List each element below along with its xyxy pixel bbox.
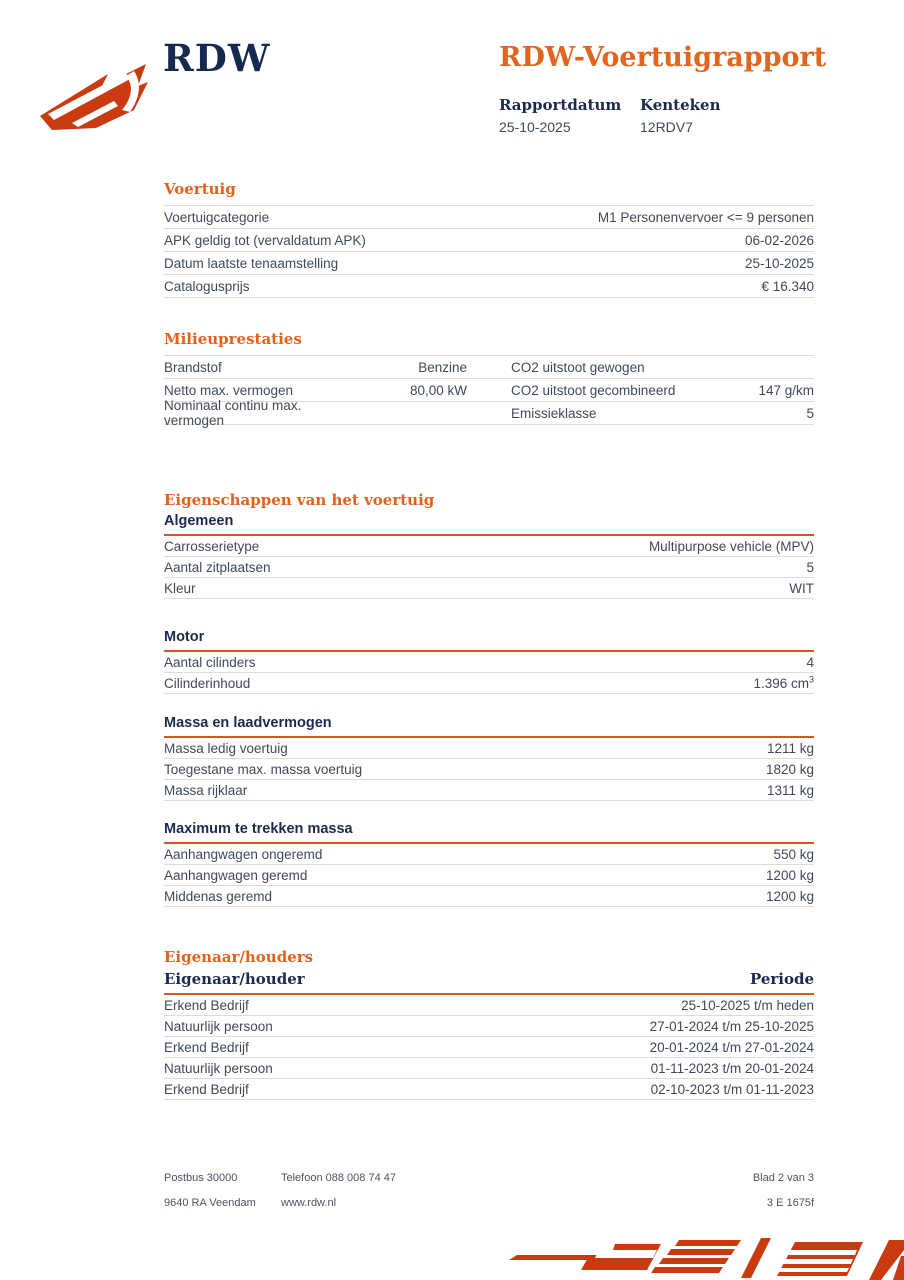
section-heading: Eigenaar/houders bbox=[164, 948, 314, 966]
row-value: 5 bbox=[806, 559, 814, 575]
row-label: Datum laatste tenaamstelling bbox=[164, 255, 339, 271]
table-row bbox=[164, 536, 814, 557]
license-plate-label: Kenteken bbox=[640, 96, 721, 114]
row-value: € 16.340 bbox=[761, 278, 814, 294]
row-label: Massa rijklaar bbox=[164, 782, 248, 798]
subsection-title-massa: Massa en laadvermogen bbox=[164, 715, 814, 738]
footer-doc-code: 3 E 1675f bbox=[766, 1197, 814, 1209]
row-value: 1820 kg bbox=[765, 761, 814, 777]
row-value: 1211 kg bbox=[766, 740, 814, 756]
column-header-period: Periode bbox=[749, 970, 814, 988]
row-label: Toegestane max. massa voertuig bbox=[164, 761, 363, 777]
subsection-motor bbox=[164, 629, 814, 694]
row-value: 4 bbox=[806, 654, 814, 670]
section-heading: Milieuprestaties bbox=[164, 330, 302, 348]
owners-table-header bbox=[164, 970, 814, 995]
row-label: Netto max. vermogen bbox=[164, 382, 294, 398]
row-label: Brandstof bbox=[164, 359, 222, 375]
table-row bbox=[164, 252, 814, 275]
footer-address-line1: Postbus 30000 bbox=[164, 1172, 238, 1184]
section-eigenaar bbox=[164, 948, 814, 1100]
owner-period: 02-10-2023 t/m 01-11-2023 bbox=[650, 1081, 814, 1097]
row-label: Aantal zitplaatsen bbox=[164, 559, 271, 575]
row-label: Carrosserietype bbox=[164, 538, 260, 554]
table-row bbox=[164, 1016, 814, 1037]
rdw-flag-icon bbox=[38, 52, 150, 136]
rdw-stripes-graphic-icon bbox=[509, 1236, 904, 1280]
owner-period: 20-01-2024 t/m 27-01-2024 bbox=[649, 1039, 814, 1055]
owner-type: Erkend Bedrijf bbox=[164, 997, 249, 1013]
superscript: 3 bbox=[808, 674, 814, 684]
subsection-trekken bbox=[164, 821, 814, 907]
row-value: 06-02-2026 bbox=[744, 232, 814, 248]
row-label: APK geldig tot (vervaldatum APK) bbox=[164, 232, 366, 248]
table-row bbox=[164, 398, 814, 428]
subsection-title-trekken: Maximum te trekken massa bbox=[164, 821, 814, 844]
footer-page-indicator: Blad 2 van 3 bbox=[752, 1172, 814, 1184]
row-value: 25-10-2025 bbox=[744, 255, 814, 271]
footer-address-line2: 9640 RA Veendam bbox=[164, 1197, 256, 1209]
table-row bbox=[164, 356, 814, 379]
table-row bbox=[164, 738, 814, 759]
row-value: 1200 kg bbox=[765, 888, 814, 904]
row-label: Kleur bbox=[164, 580, 196, 596]
motor-table bbox=[164, 652, 814, 694]
row-value: 1200 kg bbox=[765, 867, 814, 883]
report-date-label: Rapportdatum bbox=[499, 96, 622, 114]
owner-period: 25-10-2025 t/m heden bbox=[681, 997, 814, 1013]
row-value: 550 kg bbox=[773, 846, 814, 862]
row-label: Aanhangwagen ongeremd bbox=[164, 846, 323, 862]
row-label: Voertuigcategorie bbox=[164, 209, 270, 225]
page-title: RDW-Voertuigrapport bbox=[499, 42, 827, 73]
row-label: Catalogusprijs bbox=[164, 278, 250, 294]
row-label: CO2 uitstoot gewogen bbox=[511, 359, 645, 375]
table-row bbox=[164, 1058, 814, 1079]
trekken-table bbox=[164, 844, 814, 907]
owner-period: 27-01-2024 t/m 25-10-2025 bbox=[649, 1018, 814, 1034]
row-label: CO2 uitstoot gecombineerd bbox=[511, 382, 676, 398]
table-row bbox=[164, 652, 814, 673]
section-heading: Voertuig bbox=[164, 180, 236, 198]
table-row bbox=[164, 206, 814, 229]
table-row bbox=[164, 886, 814, 907]
table-row bbox=[164, 557, 814, 578]
row-label: Aantal cilinders bbox=[164, 654, 256, 670]
section-eigenschappen bbox=[164, 491, 814, 599]
row-label: Aanhangwagen geremd bbox=[164, 867, 308, 883]
subsection-massa bbox=[164, 715, 814, 801]
subsection-title-algemeen: Algemeen bbox=[164, 513, 814, 536]
section-heading: Eigenschappen van het voertuig bbox=[164, 491, 435, 509]
row-label: Cilinderinhoud bbox=[164, 675, 251, 691]
owner-type: Erkend Bedrijf bbox=[164, 1039, 249, 1055]
table-row bbox=[164, 844, 814, 865]
section-voertuig bbox=[164, 180, 814, 298]
footer-phone: Telefoon 088 008 74 47 bbox=[281, 1172, 396, 1184]
row-value: 1.396 $cm^3$ bbox=[753, 674, 814, 691]
report-date-value: 25-10-2025 bbox=[499, 119, 571, 135]
owner-type: Natuurlijk persoon bbox=[164, 1060, 273, 1076]
table-row bbox=[164, 759, 814, 780]
owner-period: 01-11-2023 t/m 20-01-2024 bbox=[650, 1060, 814, 1076]
algemeen-table bbox=[164, 536, 814, 599]
subsection-title-motor: Motor bbox=[164, 629, 814, 652]
footer-website: www.rdw.nl bbox=[281, 1197, 337, 1209]
row-value: Benzine bbox=[418, 359, 467, 375]
rdw-logo-text: RDW bbox=[163, 36, 271, 80]
owner-type: Erkend Bedrijf bbox=[164, 1081, 249, 1097]
table-row bbox=[164, 578, 814, 599]
massa-table bbox=[164, 738, 814, 801]
table-row bbox=[164, 780, 814, 801]
license-plate-value: 12RDV7 bbox=[640, 119, 693, 135]
table-row bbox=[164, 865, 814, 886]
row-label: Nominaal continu max. vermogen bbox=[164, 398, 302, 428]
table-row bbox=[164, 229, 814, 252]
section-milieuprestaties bbox=[164, 330, 814, 428]
owners-table bbox=[164, 995, 814, 1100]
row-value: WIT bbox=[789, 580, 814, 596]
table-row bbox=[164, 1037, 814, 1058]
row-value: 80,00 kW bbox=[409, 382, 467, 398]
table-row bbox=[164, 1079, 814, 1100]
owner-type: Natuurlijk persoon bbox=[164, 1018, 273, 1034]
voertuig-table bbox=[164, 205, 814, 298]
table-row bbox=[164, 673, 814, 694]
row-label: Emissieklasse bbox=[511, 405, 597, 421]
row-value: M1 Personenvervoer <= 9 personen bbox=[597, 209, 814, 225]
row-value: Multipurpose vehicle (MPV) bbox=[648, 538, 814, 554]
row-value: 5 bbox=[806, 405, 814, 421]
table-row bbox=[164, 275, 814, 298]
row-label: Massa ledig voertuig bbox=[164, 740, 288, 756]
row-value: 1311 kg bbox=[766, 782, 814, 798]
row-label: Middenas geremd bbox=[164, 888, 273, 904]
table-row bbox=[164, 995, 814, 1016]
column-header-owner: Eigenaar/houder bbox=[164, 970, 305, 988]
row-value: 147 g/km bbox=[758, 382, 814, 398]
milieu-table bbox=[164, 355, 814, 428]
